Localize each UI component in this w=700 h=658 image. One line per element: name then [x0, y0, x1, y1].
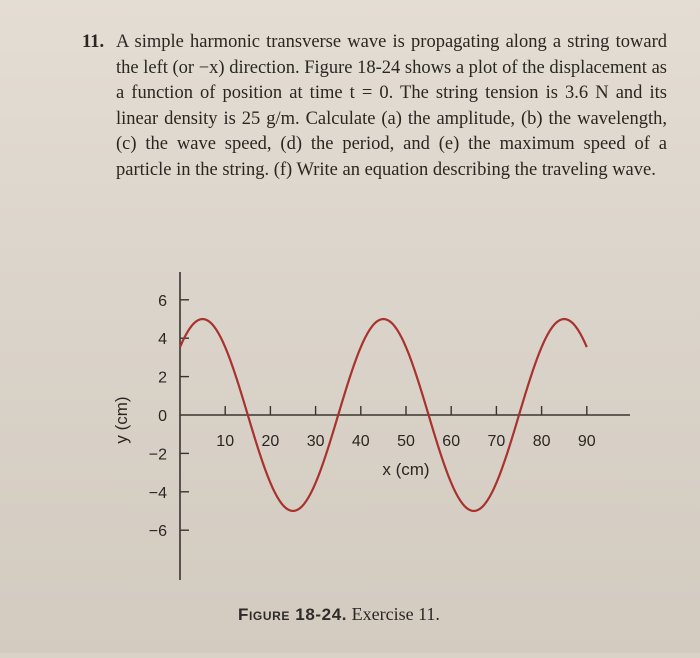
x-tick-label: 40: [351, 433, 370, 450]
x-tick-label: 20: [261, 433, 280, 450]
y-tick-label: 6: [158, 292, 167, 310]
figure-caption: [238, 604, 440, 625]
x-axis-label: x (cm): [382, 460, 430, 479]
y-tick-label: −6: [148, 523, 167, 541]
x-tick-label: 70: [487, 433, 506, 450]
y-tick-label: 0: [158, 408, 167, 425]
y-axis-label: y (cm): [112, 396, 131, 444]
y-tick-label: 4: [158, 331, 167, 349]
figure-label: Figure 18-24.: [238, 605, 348, 624]
x-tick-label: 60: [442, 433, 461, 450]
x-tick-label: 10: [216, 433, 235, 450]
x-tick-label: 80: [532, 433, 551, 450]
exercise-number: 11.: [82, 32, 105, 52]
y-tick-label: 2: [158, 369, 167, 387]
x-tick-label: 30: [306, 433, 325, 450]
y-tick-label: −2: [148, 446, 167, 464]
y-tick-label: −4: [148, 484, 167, 502]
figure-caption-text: Exercise 11.: [351, 604, 440, 624]
exercise-text: A simple harmonic transverse wave is propagating along a string toward the left (or −x) direction. Figure 18-24 shows a plot of the displacement as a function of position at time t = 0. The string tension is 3.6 N and its linear density is 25 g/m. Calculate (a) the amplitude, (b) the wavelength, (c) the wave speed, (d) the period, and (e) the maximum speed of a particle in the string. (f) Write an equation describing the traveling wave.: [116, 32, 667, 180]
x-tick-label: 50: [397, 433, 415, 450]
x-tick-label: 90: [577, 433, 596, 450]
